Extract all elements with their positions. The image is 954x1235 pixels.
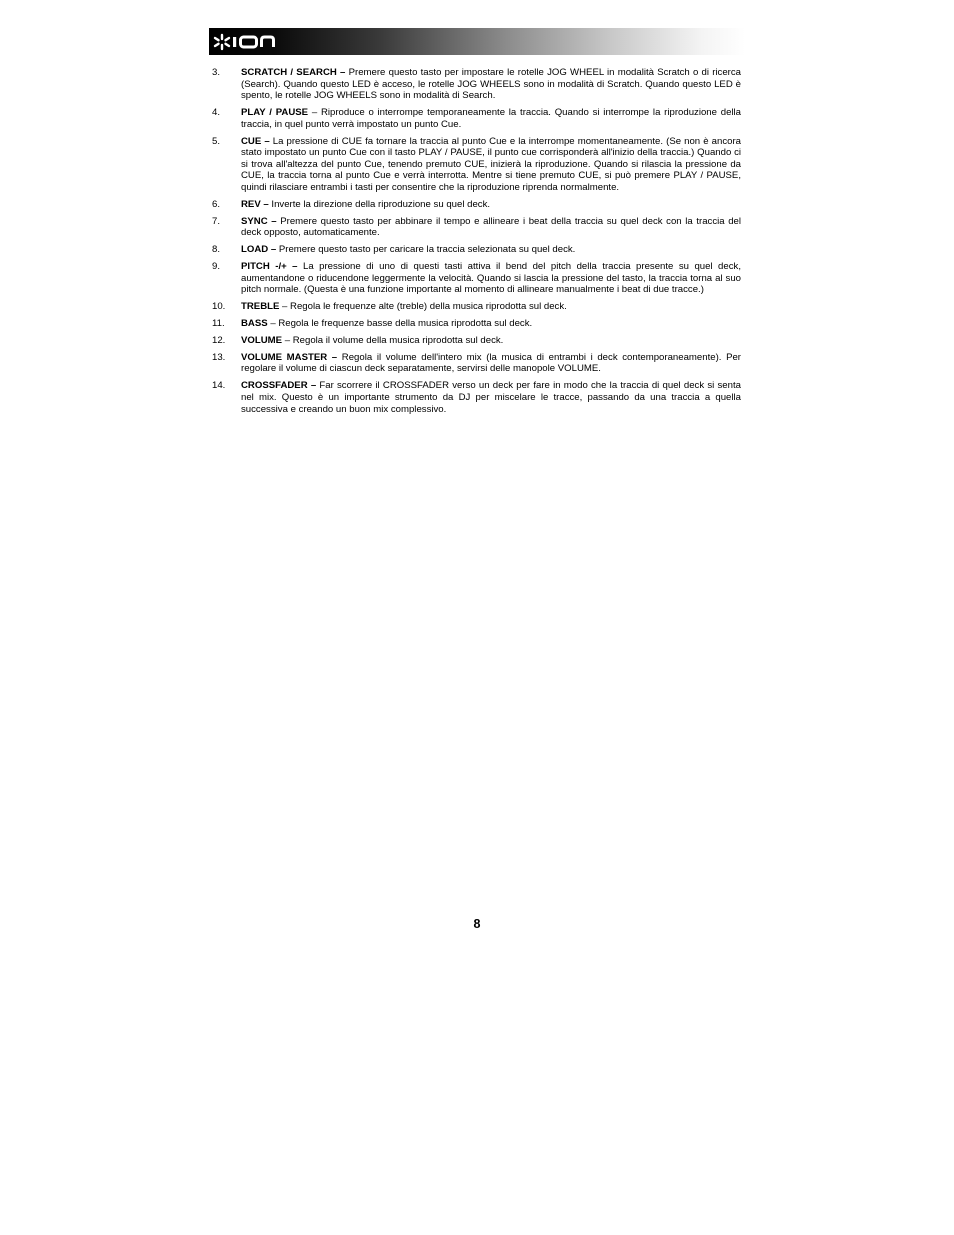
ion-logo [213, 31, 293, 53]
item-term: BASS [241, 318, 268, 330]
item-term: PITCH -/+ – [241, 261, 298, 273]
item-number: 11. [212, 318, 225, 330]
list-item [212, 301, 741, 313]
item-term: LOAD – [241, 244, 277, 256]
item-description: – Riproduce o interrompe temporaneamente la traccia. Quando si interrompe la riproduzione della traccia, in quel punto verrà impostato un punto Cue. [241, 107, 741, 130]
item-description: La pressione di uno di questi tasti attiva il bend del pitch della traccia presente su quel deck, aumentandone o riducendone leggermente la velocità. Quando si lascia la pressione del tasto, la traccia torna al suo pitch normale. (Questa è una funzione importante al momento di allineare manualmente i beat di due tracce.) [241, 261, 741, 296]
item-description: Far scorrere il CROSSFADER verso un deck per fare in modo che la traccia di quel deck si senta nel mix. Questo è un importante strumento da DJ per miscelare le tracce, passando da una traccia a quella successiva e creando un buon mix complessivo. [241, 380, 741, 415]
item-number: 6. [212, 198, 221, 210]
item-description: – Regola le frequenze alte (treble) della musica riprodotta sul deck. [279, 301, 567, 313]
list-item [212, 244, 741, 256]
item-number: 3. [212, 67, 221, 78]
item-description: Regola il volume dell'intero mix (la musica di entrambi i deck contemporaneamente). Per regolare il volume di ciascun deck separatamente, servirsi delle manopole VOLUME. [241, 351, 741, 375]
item-number: 10. [212, 301, 226, 313]
item-number: 14. [212, 380, 226, 392]
item-number: 12. [212, 334, 226, 346]
item-text [241, 107, 741, 130]
instruction-list [212, 67, 741, 420]
item-text [241, 335, 741, 347]
page-number: 8 [473, 917, 481, 931]
item-text [241, 380, 741, 415]
item-text [241, 199, 741, 211]
item-term: CROSSFADER – [241, 380, 317, 392]
list-item [212, 380, 741, 415]
item-term: VOLUME [241, 334, 283, 346]
item-term: SYNC – [241, 215, 277, 227]
item-text [241, 301, 741, 313]
item-term: REV – [241, 198, 269, 210]
item-description: Premere questo tasto per impostare le rotelle JOG WHEEL in modalità Scratch o di ricerca (Search). Quando questo LED è acceso, le rotelle JOG WHEELS sono in modalità di Scratch. Quando questo LED è spento, le rotelle JOG WHEELS sono in modalità di Search. [241, 67, 741, 102]
item-number: 8. [212, 244, 221, 256]
list-item [212, 318, 741, 330]
item-description: Premere questo tasto per caricare la traccia selezionata su quel deck. [276, 244, 576, 256]
item-description: Premere questo tasto per abbinare il tempo e allineare i beat della traccia su quel deck con la traccia del deck opposto, automaticamente. [241, 215, 742, 239]
item-term: VOLUME MASTER – [241, 351, 338, 363]
item-text [241, 136, 741, 194]
list-item [212, 216, 741, 239]
item-number: 9. [212, 261, 221, 273]
item-text [241, 216, 741, 239]
item-term: CUE – [241, 135, 270, 147]
list-item [212, 107, 741, 130]
item-term: PLAY / PAUSE [241, 107, 309, 119]
item-description: – Regola il volume della musica riprodotta sul deck. [282, 334, 504, 346]
item-text [241, 261, 741, 296]
item-description: Inverte la direzione della riproduzione su quel deck. [268, 198, 491, 210]
list-item [212, 136, 741, 194]
item-term: TREBLE [241, 301, 280, 313]
item-text [241, 67, 741, 102]
item-description: – Regola le frequenze basse della musica riprodotta sul deck. [267, 318, 533, 330]
item-term: SCRATCH / SEARCH – [241, 67, 346, 78]
item-number: 4. [212, 107, 221, 119]
list-item [212, 352, 741, 375]
list-item [212, 261, 741, 296]
item-text [241, 318, 741, 330]
item-number: 7. [212, 215, 221, 227]
item-number: 13. [212, 351, 226, 363]
list-item [212, 199, 741, 211]
item-text [241, 244, 741, 256]
item-number: 5. [212, 135, 221, 147]
header-bar [209, 28, 745, 55]
list-item [212, 335, 741, 347]
item-text [241, 352, 741, 375]
list-item [212, 67, 741, 102]
item-description: La pressione di CUE fa tornare la traccia al punto Cue e la interrompe momentaneamente. (Se non è ancora stato impostato un punto Cue con il tasto PLAY / PAUSE, il punto cue corrisponderà all'inizio della traccia.) Quando ci si trova all'altezza del punto Cue, tenendo premuto CUE, inizierà la riproduzione. Quando si rilascia la pressione da CUE, la traccia torna al punto Cue e verrà interrotta. Mentre si tiene premuto CUE, si può premere PLAY / PAUSE, quindi rilasciare entrambi i tasti per consentire che la riproduzione riprenda normalmente. [241, 135, 741, 193]
